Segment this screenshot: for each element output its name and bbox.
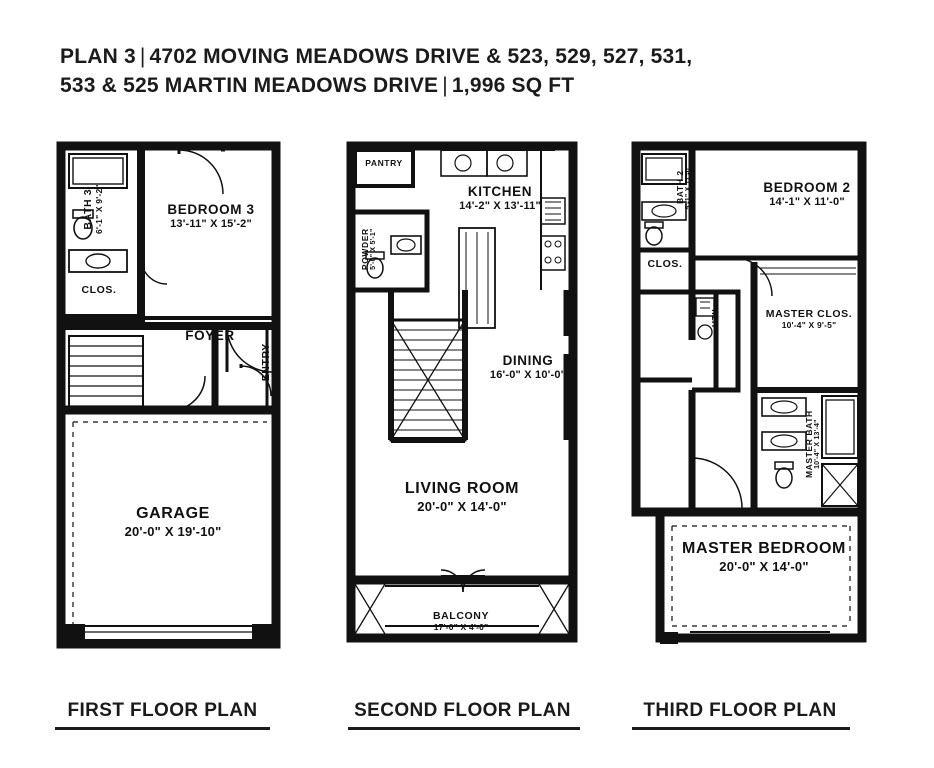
room-powder: POWDER 5'-0" X 5'-1" bbox=[359, 228, 377, 271]
room-bedroom-3: BEDROOM 3 13'-11" X 15'-2" bbox=[167, 202, 255, 230]
room-master-closet: MASTER CLOS. 10'-4" X 9'-5" bbox=[765, 308, 853, 331]
second-floor-drawing bbox=[345, 140, 590, 650]
page-title bbox=[60, 42, 880, 100]
square-footage: 1,996 SQ FT bbox=[451, 74, 575, 97]
second-floor-title: SECOND FLOOR PLAN bbox=[354, 700, 571, 721]
room-closet-1: CLOS. bbox=[81, 284, 117, 296]
third-floor-title-rule bbox=[632, 727, 850, 730]
room-master-bath: MASTER BATH 10'-4" X 13'-4" bbox=[803, 410, 821, 479]
room-dining: DINING 16'-0" X 10'-0" bbox=[489, 353, 567, 381]
address-line-2: 533 & 525 MARTIN MEADOWS DRIVE bbox=[60, 74, 439, 97]
second-floor-title-rule bbox=[348, 727, 580, 730]
second-floor-plan bbox=[345, 140, 590, 650]
first-floor-plan bbox=[55, 140, 300, 650]
room-utility: UTIL. bbox=[709, 302, 720, 328]
room-kitchen: KITCHEN 14'-2" X 13'-11" bbox=[459, 184, 541, 212]
plan-number: PLAN 3 bbox=[60, 45, 136, 68]
third-floor-plan bbox=[630, 140, 880, 650]
room-closet-2: CLOS. bbox=[647, 258, 683, 270]
room-living-room: LIVING ROOM 20'-0" X 14'-0" bbox=[404, 480, 520, 514]
header-separator-1: | bbox=[139, 45, 146, 68]
first-floor-drawing bbox=[55, 140, 300, 650]
room-pantry: PANTRY bbox=[365, 158, 403, 168]
room-garage: GARAGE 20'-0" X 19'-10" bbox=[124, 505, 222, 539]
room-entry: ENTRY bbox=[259, 343, 272, 382]
address-line-1: 4702 MOVING MEADOWS DRIVE & 523, 529, 527, 531, bbox=[149, 45, 693, 68]
room-foyer: FOYER bbox=[185, 328, 235, 343]
first-floor-title-rule bbox=[55, 727, 270, 730]
third-floor-title: THIRD FLOOR PLAN bbox=[643, 700, 837, 721]
room-bath-3: BATH 3 6'-1" X 9'-2" bbox=[81, 184, 105, 235]
third-floor-drawing bbox=[630, 140, 880, 650]
first-floor-title: FIRST FLOOR PLAN bbox=[67, 700, 258, 721]
header-separator-2: | bbox=[442, 74, 448, 97]
room-balcony: BALCONY 17'-0" X 4'-0" bbox=[432, 610, 490, 633]
room-master-bedroom: MASTER BEDROOM 20'-0" X 14'-0" bbox=[682, 540, 846, 574]
room-bedroom-2: BEDROOM 2 14'-1" X 11'-0" bbox=[763, 180, 851, 208]
room-bath-2: BATH 2 5'-1" X 11'-0" bbox=[674, 164, 692, 210]
